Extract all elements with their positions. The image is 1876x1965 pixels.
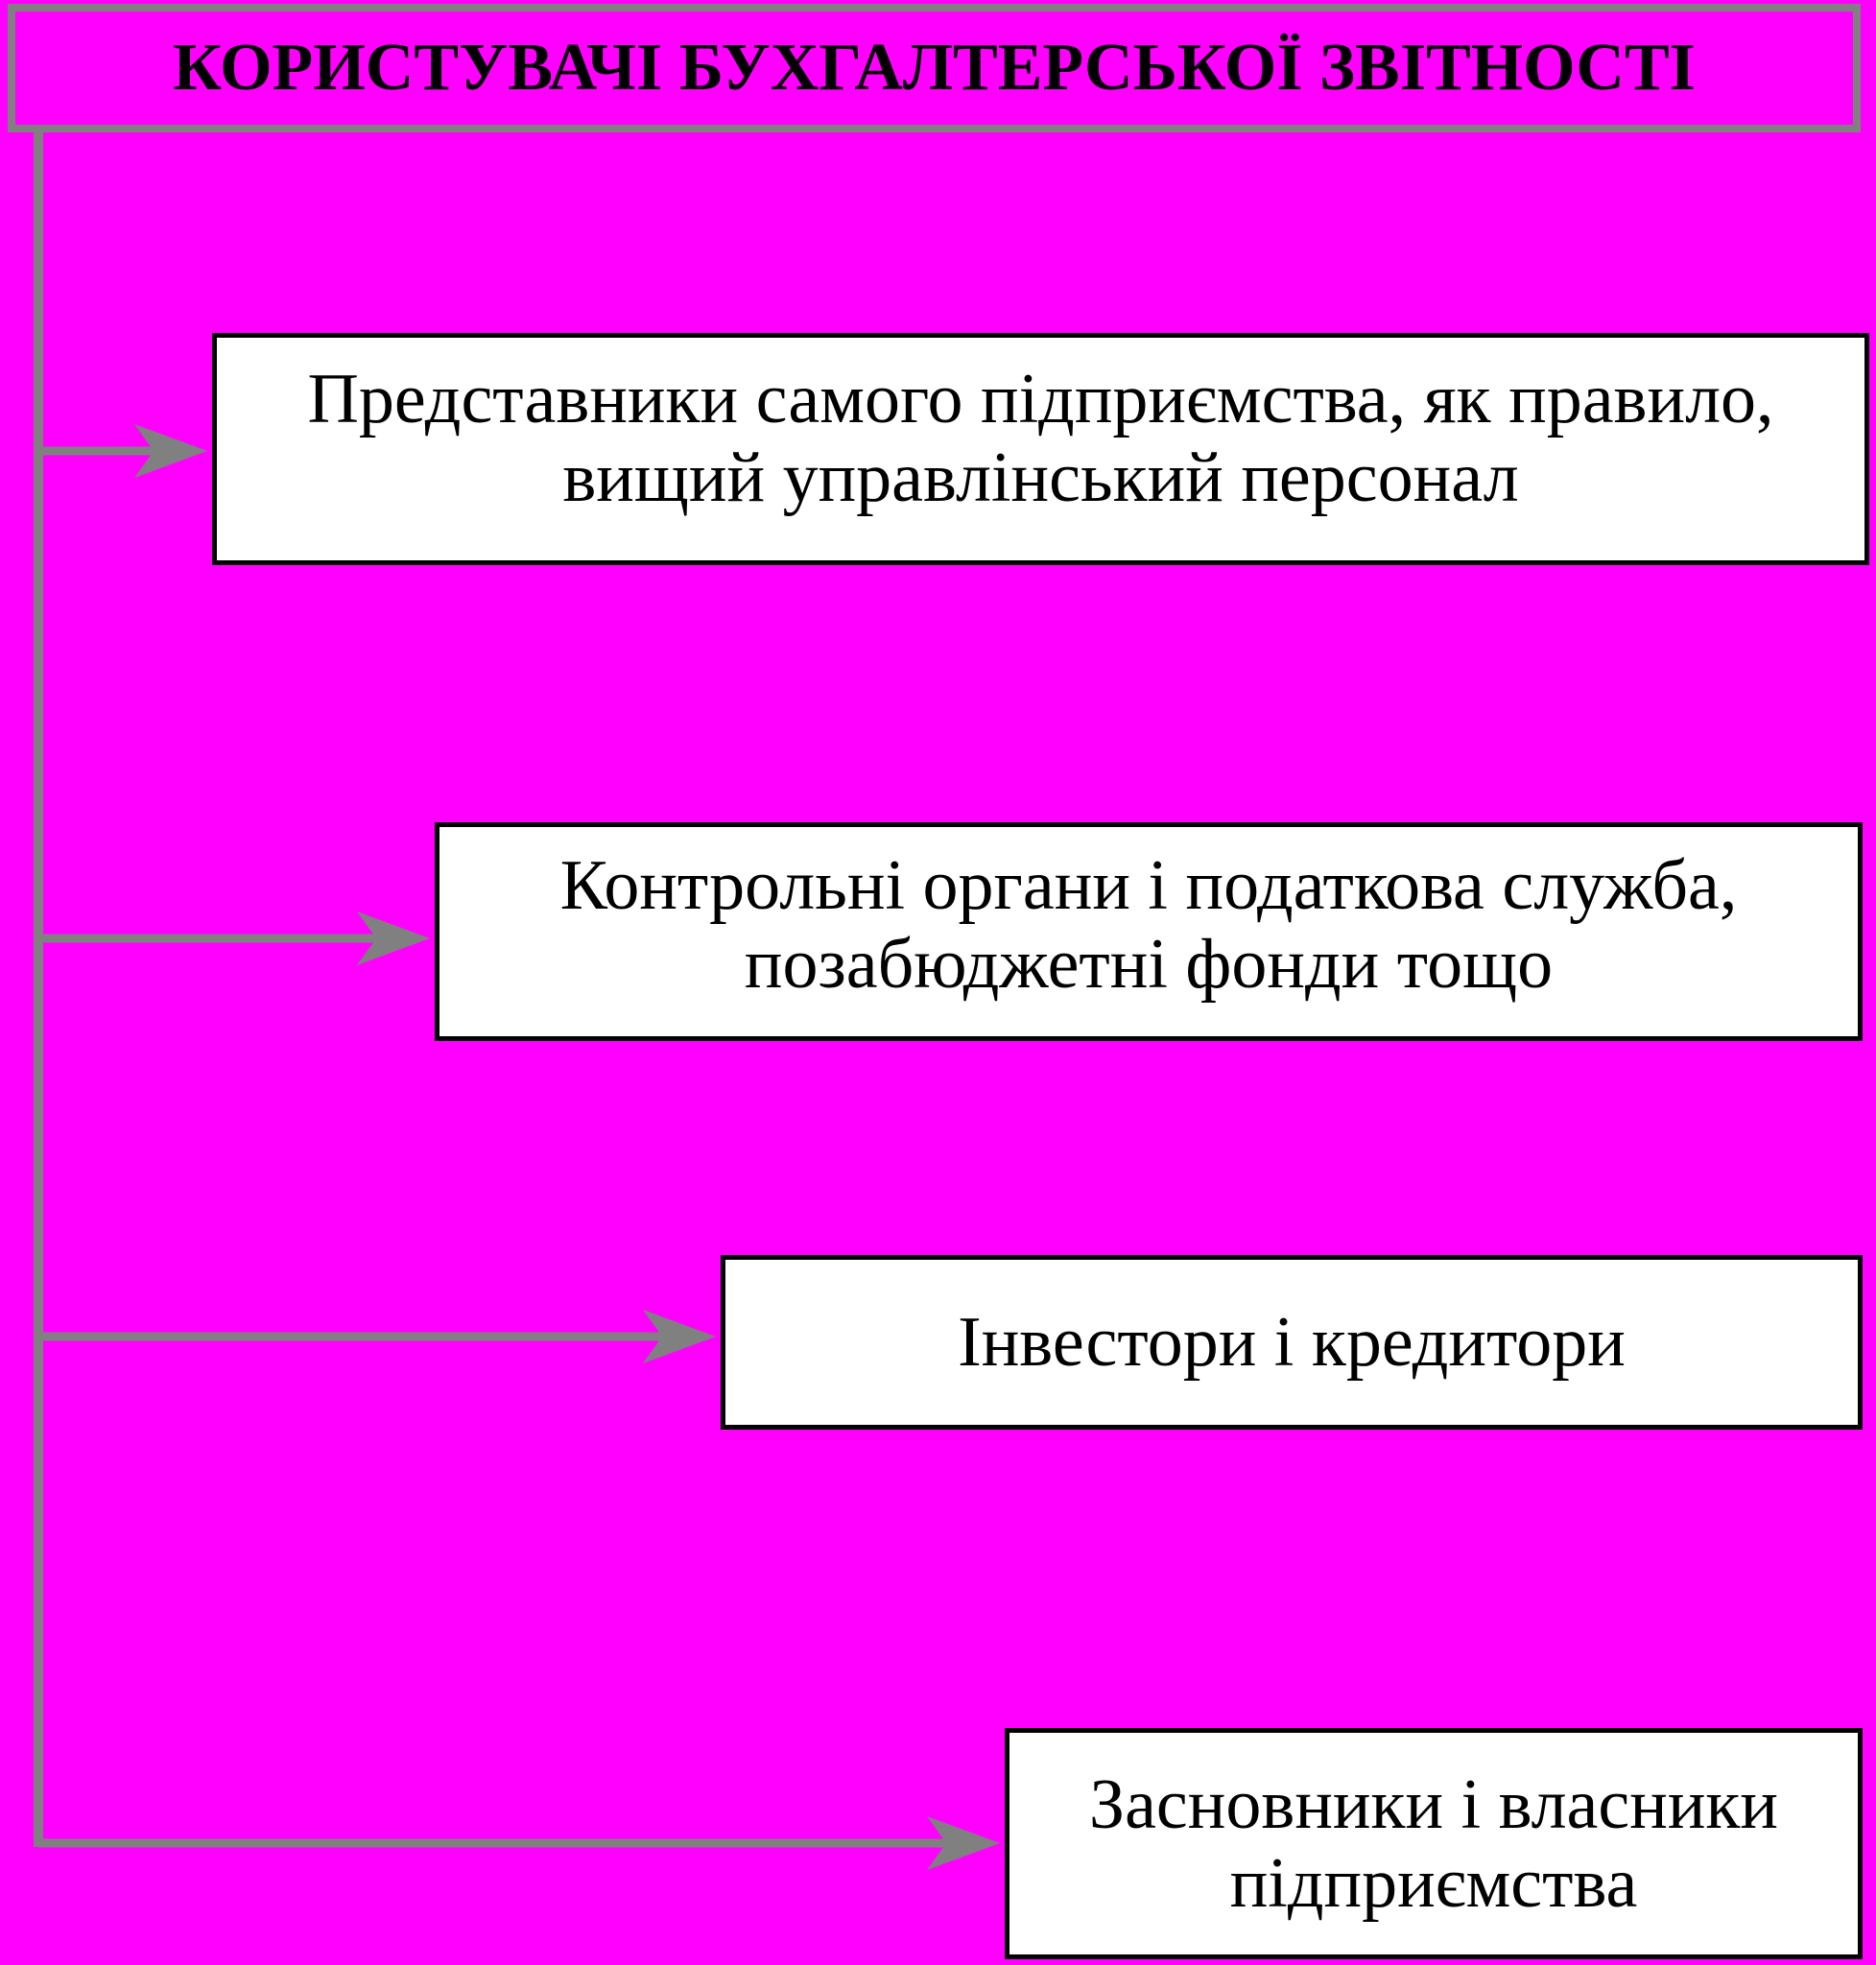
arrow-head-icon	[927, 1816, 1000, 1870]
arrow-head-icon	[134, 424, 207, 478]
arrow-head-icon	[357, 911, 430, 965]
arrow-head-icon	[643, 1310, 716, 1363]
user-box-label: Контрольні органи і податкова служба, позабюджетні фонди тощо	[559, 846, 1738, 1004]
user-box-label: Інвестори і кредитори	[958, 1303, 1626, 1382]
user-box-label: Представники самого підприємства, як правило, вищий управлінський персонал	[307, 360, 1774, 517]
user-box-label: Засновники і власники підприємства	[1089, 1764, 1778, 1923]
diagram-title: КОРИСТУВАЧІ БУХГАЛТЕРСЬКОЇ ЗВІТНОСТІ	[173, 31, 1696, 105]
user-box-management	[212, 333, 1869, 565]
diagram-title-box	[8, 4, 1861, 132]
user-box-investors	[721, 1255, 1863, 1430]
user-box-regulators	[435, 822, 1863, 1041]
user-box-owners	[1005, 1728, 1863, 1959]
